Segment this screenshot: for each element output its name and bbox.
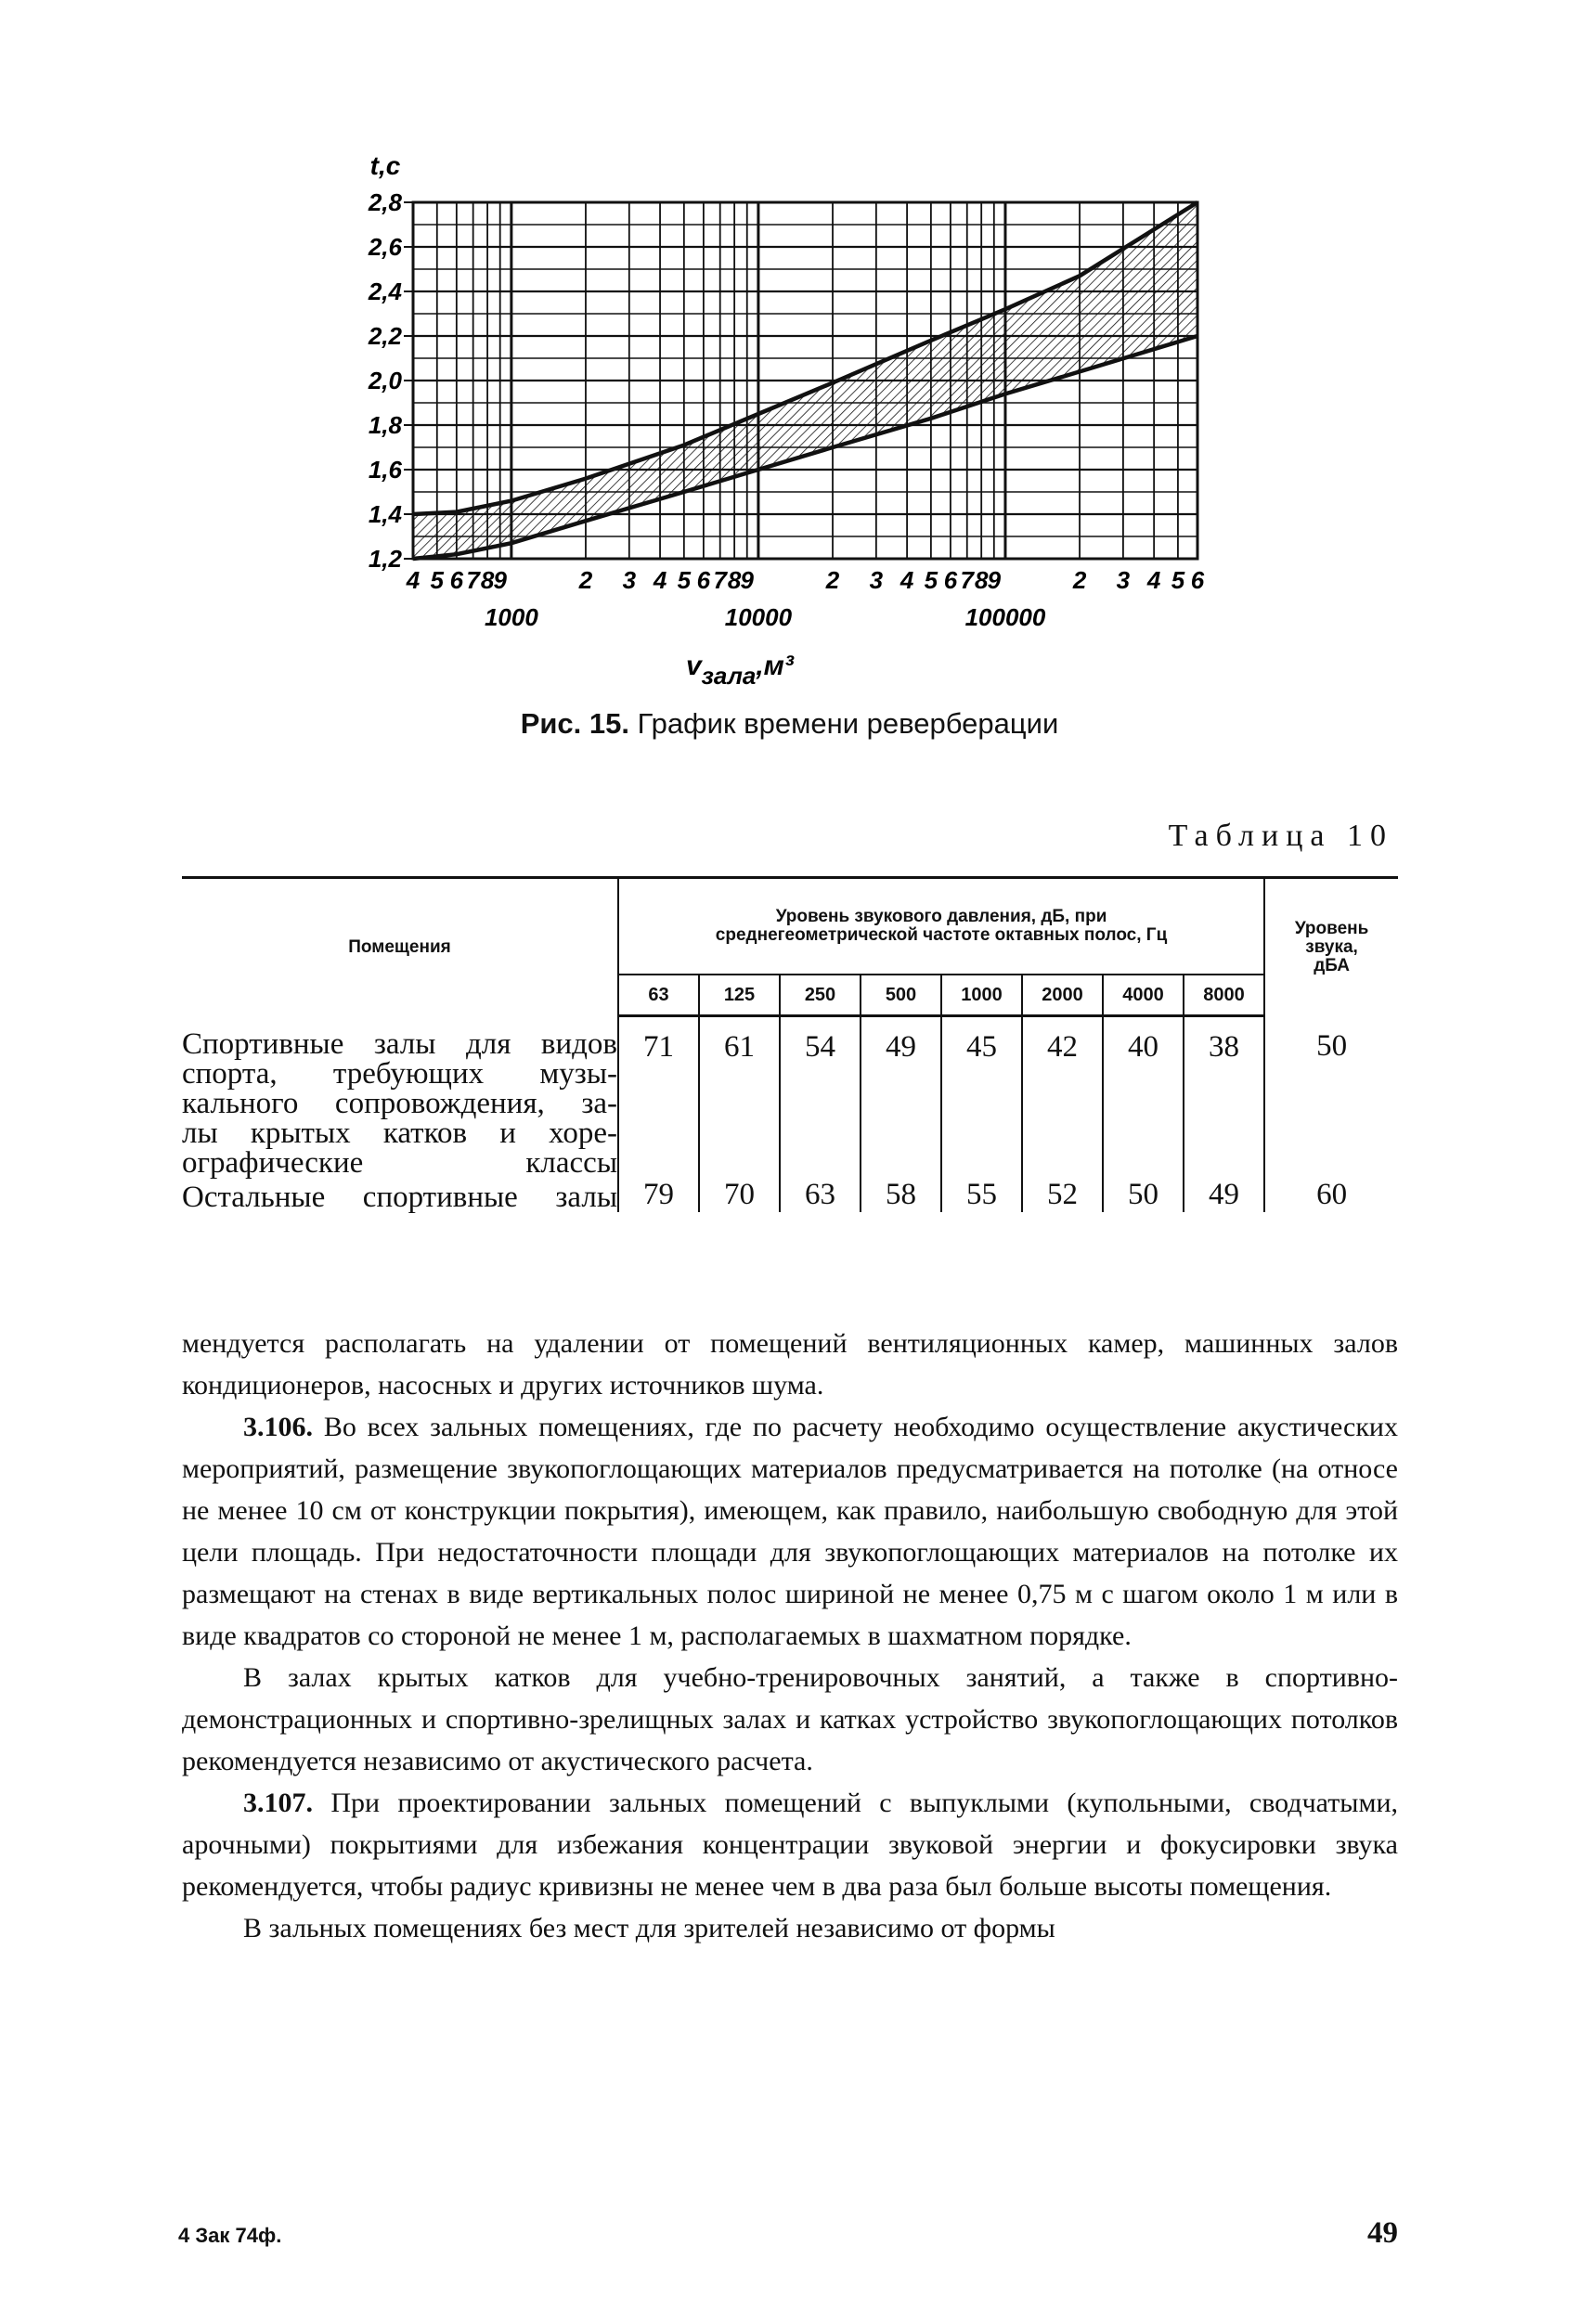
x-tick-label: 7: [960, 566, 974, 594]
x-tick-label: 8: [480, 566, 495, 594]
pressure-value-4000: 50: [1103, 1178, 1184, 1212]
x-tick-label: 4: [1146, 566, 1161, 594]
x-tick-label: 5: [924, 566, 938, 594]
x-tick-label: 4: [900, 566, 914, 594]
pressure-value-4000: 40: [1103, 1016, 1184, 1178]
header-sound-pressure: Уровень звукового давления, дБ, при среднегеометрической частоте октавных полос, Гц: [618, 878, 1264, 975]
pressure-value-63: 79: [618, 1178, 699, 1212]
room-name-line: кального сопровождения, за-: [182, 1086, 617, 1120]
x-tick-label: 8: [727, 566, 742, 594]
x-decade-label: 1000: [484, 603, 538, 631]
x-axis-label-main: v: [685, 651, 702, 681]
room-name-line: лы крытых катков и хоре-: [182, 1116, 617, 1150]
room-name-line: Спортивные залы для видов: [182, 1026, 617, 1061]
x-tick-label: 6: [449, 566, 464, 594]
freq-header-250: 250: [780, 975, 861, 1016]
table-row: [182, 1016, 1398, 1178]
paragraph-3-107-text: При проектировании зальных помещений с выпуклыми (купольными, сводчатыми, арочными) покрытиями для избежания концентрации звуковой энергии и фокусировки звука рекомендуется, чтобы радиус кривизны не менее чем в два раза был больше высоты помещения.: [182, 1788, 1398, 1902]
x-tick-label: 3: [1116, 566, 1131, 594]
x-tick-label: 3: [869, 566, 884, 594]
x-tick-label: 9: [493, 566, 507, 594]
header-level-line2: звука,: [1305, 936, 1358, 957]
room-name: [182, 1016, 618, 1178]
pressure-value-1000: 45: [941, 1016, 1022, 1178]
x-tick-label: 7: [713, 566, 727, 594]
room-name-line: Остальные спортивные залы: [182, 1180, 617, 1214]
freq-header-2000: 2000: [1022, 975, 1103, 1016]
x-tick-label: 5: [1171, 566, 1185, 594]
noise-level-table: [182, 876, 1398, 1212]
x-tick-label: 6: [696, 566, 711, 594]
x-tick-label: 2: [578, 566, 593, 594]
x-tick-label: 6: [943, 566, 958, 594]
page-number: 49: [1367, 2216, 1398, 2250]
table-body: [182, 1016, 1398, 1212]
x-tick-label: 3: [622, 566, 637, 594]
y-tick-label: 1,4: [368, 500, 402, 528]
x-tick-label: 5: [677, 566, 692, 594]
y-tick-label: 2,4: [368, 278, 402, 305]
y-tick-label: 1,8: [368, 411, 402, 439]
pressure-value-1000: 55: [941, 1178, 1022, 1212]
x-decade-label: 100000: [964, 603, 1046, 631]
freq-header-125: 125: [699, 975, 780, 1016]
freq-header-4000: 4000: [1103, 975, 1184, 1016]
freq-header-63: 63: [618, 975, 699, 1016]
figure-number: Рис. 15.: [520, 707, 629, 740]
x-axis-label-unit: ,м³: [756, 651, 794, 681]
x-tick-label: 4: [406, 566, 421, 594]
paragraph-rinks: В залах крытых катков для учебно-тренировочных занятий, а также в спортивно-демонстрационных и спортивно-зрелищных залах и катках устройство звукопоглощающих потолков рекомендуется независимо от акустического расчета.: [182, 1662, 1398, 1776]
x-tick-label: 8: [974, 566, 989, 594]
y-tick-label: 2,2: [368, 322, 402, 350]
x-axis-label-sub: зала: [701, 662, 757, 690]
sound-level-value: 50: [1264, 1016, 1398, 1178]
room-name-line: ографические классы: [182, 1145, 617, 1180]
pressure-value-8000: 38: [1184, 1016, 1264, 1178]
y-axis-label: t,c: [369, 151, 401, 180]
paragraph-1: мендуется располагать на удалении от помещений вентиляционных камер, машинных залов кондиционеров, насосных и других источников шума.: [182, 1328, 1398, 1401]
x-tick-label: 7: [466, 566, 480, 594]
x-decade-label: 10000: [724, 603, 793, 631]
room-name: [182, 1178, 618, 1212]
x-tick-label: 6: [1190, 566, 1205, 594]
paragraph-3-106-text: Во всех зальных помещениях, где по расчету необходимо осуществление акустических мероприятий, размещение звукопоглощающих материалов предусматривается на потолке (на относе не менее 10 см от конструкции покрытия), имеющем, как правило, наибольшую свободную для этой цели площадь. При недостаточности площади для звукопоглощающих материалов на потолке их размещают на стенах в виде вертикальных полос шириной не менее 0,75 м с шагом около 1 м или в виде квадратов со стороной не менее 1 м, располагаемых в шахматном порядке.: [182, 1412, 1398, 1651]
figure-caption-text: График времени реверберации: [637, 707, 1059, 740]
pressure-value-250: 54: [780, 1016, 861, 1178]
header-rooms: Помещения: [182, 878, 618, 1016]
x-tick-label: 2: [1072, 566, 1087, 594]
y-tick-label: 1,6: [368, 456, 402, 484]
section-number-3-106: 3.106.: [243, 1412, 313, 1442]
body-text: [182, 1323, 1398, 1949]
pressure-value-2000: 42: [1022, 1016, 1103, 1178]
print-order-note: 4 Зак 74ф.: [178, 2224, 282, 2247]
paragraph-last: В зальных помещениях без мест для зрителей независимо от формы: [243, 1913, 1055, 1943]
y-tick-label: 2,6: [368, 233, 402, 261]
pressure-value-500: 58: [861, 1178, 941, 1212]
x-tick-label: 4: [653, 566, 667, 594]
pressure-value-250: 63: [780, 1178, 861, 1212]
header-sound-level: [1264, 878, 1398, 1016]
sound-level-value: 60: [1264, 1178, 1398, 1212]
paragraph-3-107: [182, 1782, 1398, 1907]
x-tick-label: 9: [987, 566, 1002, 594]
room-name-line: спорта, требующих музы-: [182, 1056, 617, 1091]
freq-header-500: 500: [861, 975, 941, 1016]
figure-caption: [0, 707, 1579, 741]
pressure-value-500: 49: [861, 1016, 941, 1178]
y-tick-label: 2,8: [368, 188, 402, 216]
chart-svg: [353, 139, 1244, 742]
pressure-value-125: 70: [699, 1178, 780, 1212]
pressure-value-2000: 52: [1022, 1178, 1103, 1212]
table-title: Таблица 10: [1168, 819, 1393, 853]
pressure-value-63: 71: [618, 1016, 699, 1178]
pressure-value-125: 61: [699, 1016, 780, 1178]
table-row: [182, 1178, 1398, 1212]
x-axis-label: [686, 651, 795, 690]
freq-header-1000: 1000: [941, 975, 1022, 1016]
x-tick-label: 5: [430, 566, 445, 594]
pressure-value-8000: 49: [1184, 1178, 1264, 1212]
x-tick-label: 2: [825, 566, 840, 594]
paragraph-3-106: [182, 1406, 1398, 1657]
y-tick-label: 1,2: [368, 545, 402, 573]
reverberation-chart: [353, 139, 1244, 742]
x-tick-label: 9: [740, 566, 754, 594]
section-number-3-107: 3.107.: [243, 1788, 313, 1818]
header-level-line3: дБА: [1314, 955, 1350, 975]
header-level-line1: Уровень: [1294, 918, 1369, 938]
y-tick-label: 2,0: [368, 367, 402, 394]
freq-header-8000: 8000: [1184, 975, 1264, 1016]
